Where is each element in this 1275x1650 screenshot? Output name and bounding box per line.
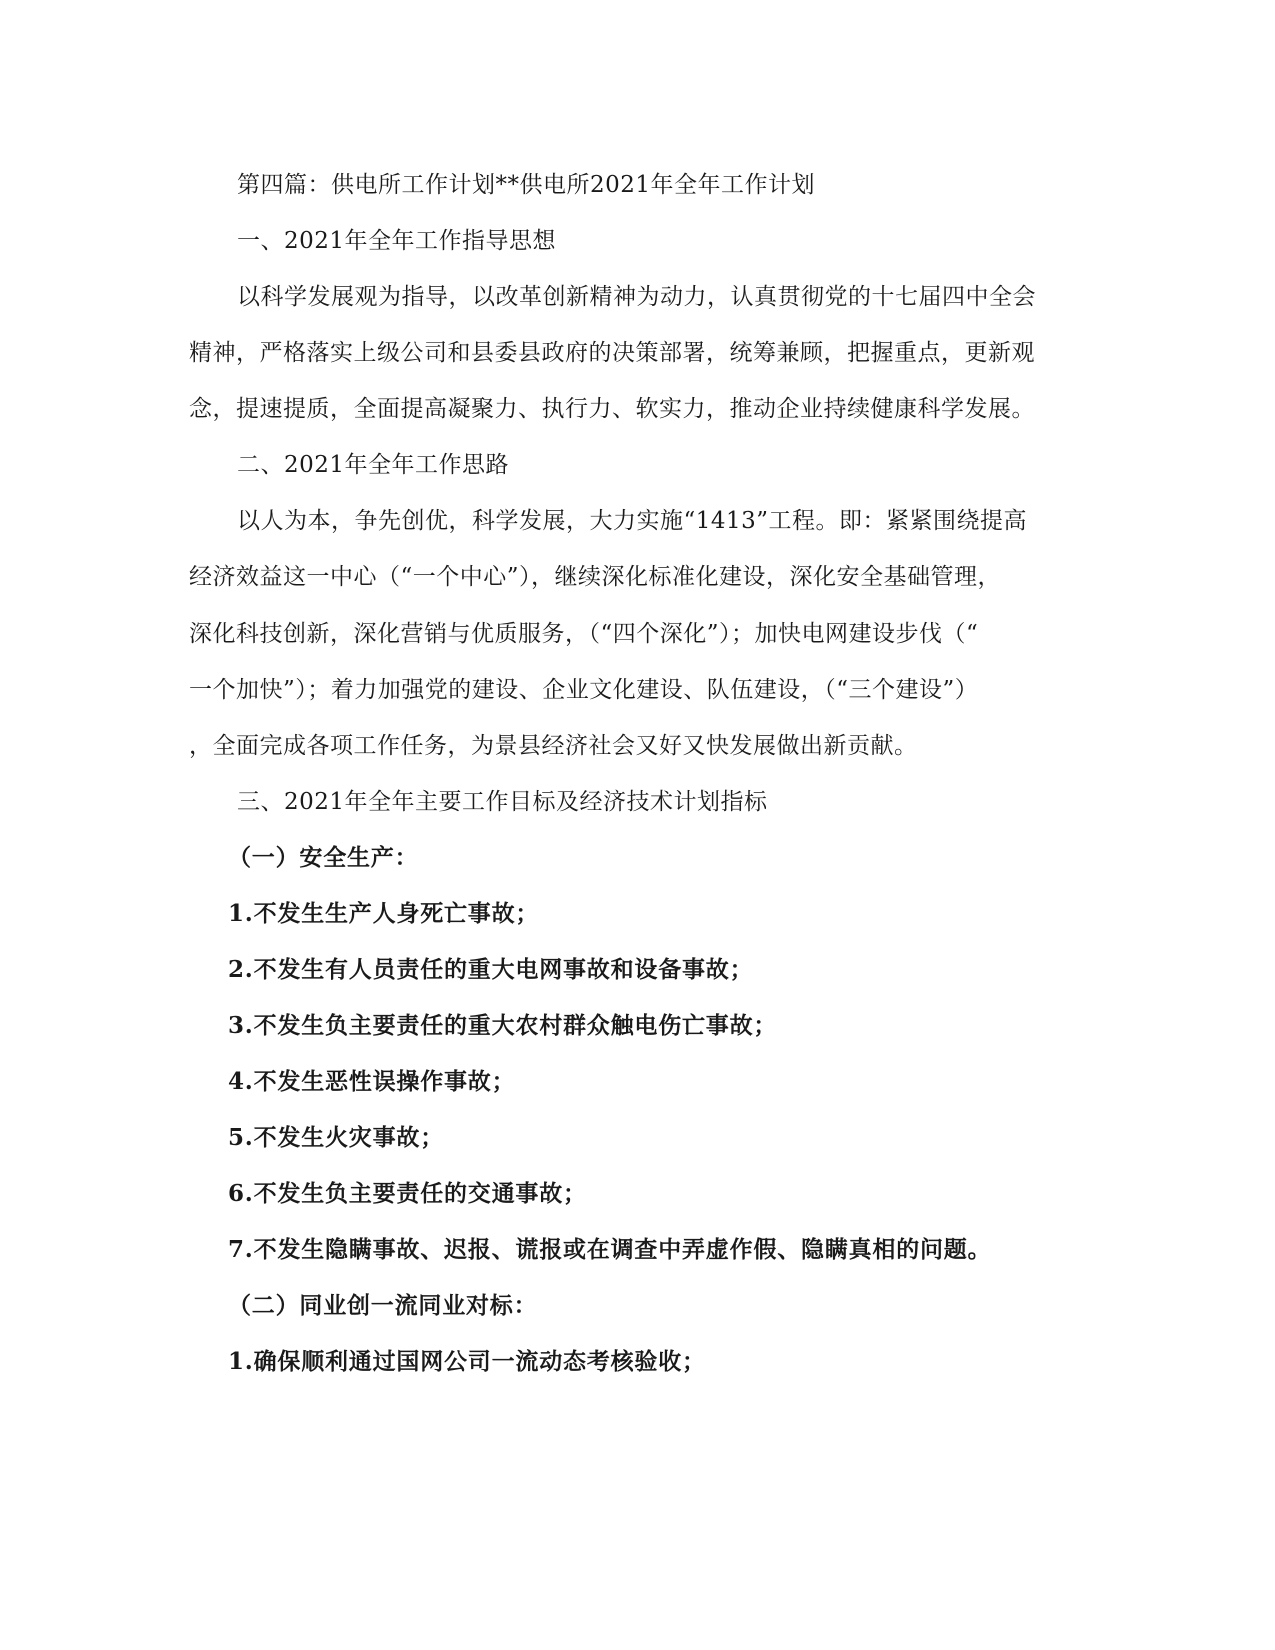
document-title: 第四篇：供电所工作计划**供电所2021年全年工作计划 (237, 172, 816, 198)
paragraph-line: ，全面完成各项工作任务，为景县经济社会又好又快发展做出新贡献。 (189, 733, 918, 759)
list-item: 3.不发生负主要责任的重大农村群众触电伤亡事故； (228, 1012, 778, 1039)
subsection-heading-benchmark: （二）同业创一流同业对标： (228, 1292, 538, 1319)
paragraph-line: 经济效益这一中心（“一个中心”），继续深化标准化建设，深化安全基础管理， (189, 564, 1002, 590)
paragraph-line: 精神，严格落实上级公司和县委县政府的决策部署，统筹兼顾，把握重点，更新观 (189, 340, 1035, 366)
section-heading-1: 一、2021年全年工作指导思想 (237, 228, 557, 254)
list-item: 1.确保顺利通过国网公司一流动态考核验收； (228, 1348, 706, 1375)
list-item: 4.不发生恶性误操作事故； (228, 1068, 516, 1095)
paragraph-line: 一个加快”）；着力加强党的建设、企业文化建设、队伍建设，（“三个建设”） (189, 677, 979, 703)
paragraph-line: 以科学发展观为指导，以改革创新精神为动力，认真贯彻党的十七届四中全会 (237, 284, 1036, 310)
list-item: 7.不发生隐瞒事故、迟报、谎报或在调查中弄虚作假、隐瞒真相的问题。 (228, 1236, 992, 1263)
paragraph-line: 深化科技创新，深化营销与优质服务，（“四个深化”）；加快电网建设步伐（“ (189, 621, 979, 647)
section-heading-3: 三、2021年全年主要工作目标及经济技术计划指标 (237, 789, 768, 815)
list-item: 5.不发生火灾事故； (228, 1124, 445, 1151)
section-heading-2: 二、2021年全年工作思路 (237, 452, 510, 478)
list-item: 6.不发生负主要责任的交通事故； (228, 1180, 587, 1207)
paragraph-line: 念，提速提质，全面提高凝聚力、执行力、软实力，推动企业持续健康科学发展。 (189, 396, 1035, 422)
subsection-heading-safety: （一）安全生产： (228, 844, 419, 871)
list-item: 2.不发生有人员责任的重大电网事故和设备事故； (228, 956, 754, 983)
paragraph-line: 以人为本，争先创优，科学发展，大力实施“1413”工程。即：紧紧围绕提高 (237, 508, 1028, 534)
list-item: 1.不发生生产人身死亡事故； (228, 900, 540, 927)
